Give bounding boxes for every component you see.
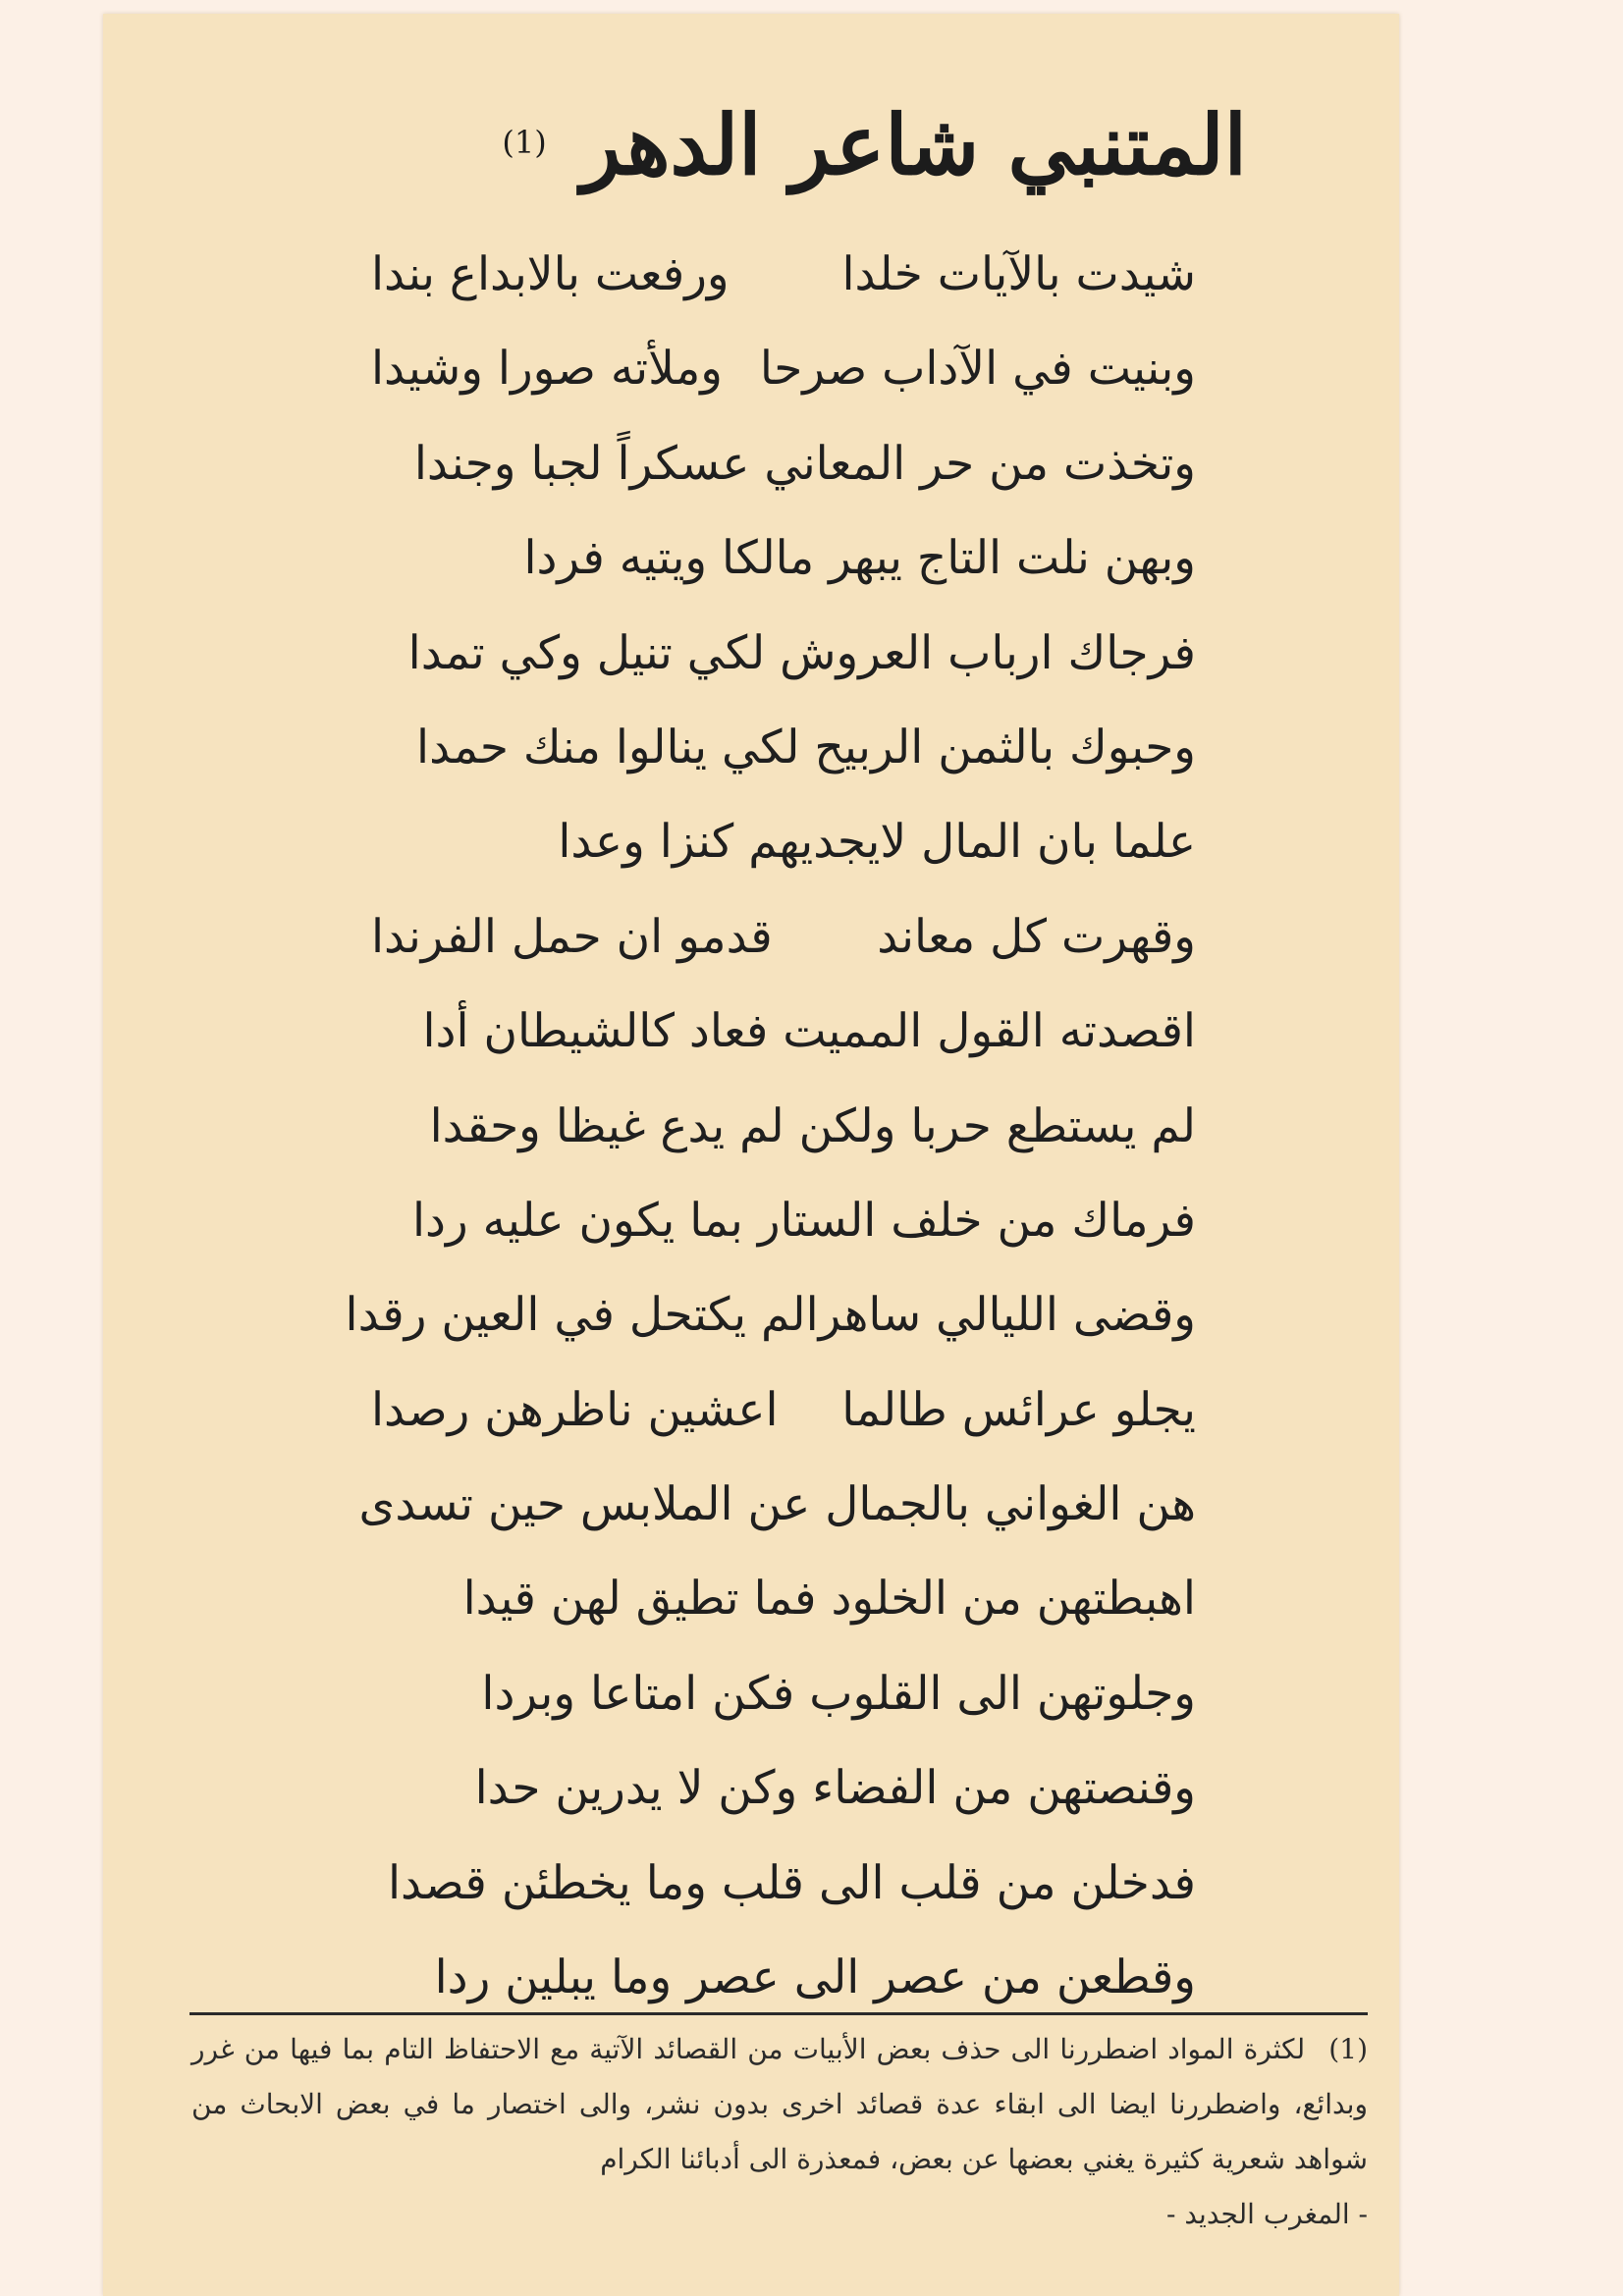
poem-title: المتنبي شاعر الدهر — [580, 96, 1247, 193]
footnote-mark: (1) — [1328, 2033, 1368, 2065]
verse-first-half: هن الغواني بالجمال عن الملابس حين تسدى — [358, 1477, 1196, 1532]
verse-first-half: علما بان المال لايجديهم كنزا وعدا — [558, 815, 1196, 870]
poem-verse — [371, 1837, 1196, 1931]
verse-first-half: يجلو عرائس طالما — [841, 1382, 1196, 1437]
footnote — [191, 2022, 1368, 2242]
title-footnote-mark: (1) — [502, 124, 547, 161]
footnote-divider — [189, 2012, 1368, 2015]
verse-first-half: فرجاك ارباب العروش لكي تنيل وكي تمدا — [407, 625, 1196, 680]
verse-second-half: ورفعت بالابداع بندا — [371, 247, 730, 301]
poem-verse — [371, 607, 1196, 701]
poem-verse — [371, 511, 1196, 606]
verse-first-half: وبنيت في الآداب صرحا — [759, 342, 1196, 397]
poem-verse — [371, 1647, 1196, 1741]
verse-first-half: وقطعن من عصر الى عصر وما يبلين ردا — [434, 1950, 1196, 2005]
poem-verse — [371, 795, 1196, 889]
verse-first-half: وقضى الليالي ساهرا — [805, 1288, 1196, 1343]
verse-second-half: لم يكتحل في العين رقدا — [345, 1288, 806, 1343]
verse-first-half: فدخلن من قلب الى قلب وما يخطئن قصدا — [387, 1855, 1196, 1910]
poem-verse — [371, 417, 1196, 511]
poem-verse — [371, 228, 1196, 322]
poem-verse — [345, 1268, 1196, 1362]
verse-first-half: فرماك من خلف الستار بما يكون عليه ردا — [411, 1193, 1196, 1248]
verse-first-half: وقهرت كل معاند — [877, 909, 1196, 964]
poem-verse — [371, 322, 1196, 416]
verse-first-half: شيدت بالآيات خلدا — [841, 247, 1196, 301]
verse-first-half: وجلوتهن الى القلوب فكن امتاعا وبردا — [481, 1666, 1196, 1721]
poem-verse — [371, 985, 1196, 1079]
poem-verse — [371, 890, 1196, 985]
verse-first-half: وحبوك بالثمن الربيح لكي ينالوا منك حمدا — [416, 720, 1196, 774]
verse-first-half: اهبطتهن من الخلود فما تطيق لهن قيدا — [462, 1572, 1196, 1627]
poem-verse — [371, 1174, 1196, 1268]
verse-first-half: وبهن نلت التاج يبهر مالكا ويتيه فردا — [523, 531, 1196, 586]
poem-verse — [371, 1552, 1196, 1646]
verse-first-half: وتخذت من حر المعاني عسكراً لجبا وجندا — [413, 436, 1196, 491]
poem-verse — [371, 1931, 1196, 2025]
footnote-signature: - المغرب الجديد - — [1165, 2198, 1368, 2230]
verse-first-half: وقنصتهن من الفضاء وكن لا يدرين حدا — [474, 1761, 1196, 1816]
poem-verse — [371, 1080, 1196, 1174]
verse-second-half: قدمو ان حمل الفرندا — [371, 909, 773, 964]
verse-first-half: لم يستطع حربا ولكن لم يدع غيظا وحقدا — [429, 1098, 1196, 1153]
poem-verse — [371, 1363, 1196, 1458]
footnote-text: لكثرة المواد اضطررنا الى حذف بعض الأبيات من القصائد الآتية مع الاحتفاظ التام بما فيها من غرر وبدائع، واضطررنا ايضا الى ابقاء عدة قصائد اخرى بدون نشر، والى اختصار ما في بعض الابحاث من شواهد شعرية كثيرة يغني بعضها عن بعض، فمعذرة الى أدبائنا الكرام — [191, 2033, 1368, 2175]
verse-second-half: وملأته صورا وشيدا — [371, 342, 724, 397]
poem-verse — [358, 1458, 1196, 1552]
verse-second-half: اعشين ناظرهن رصدا — [371, 1382, 779, 1437]
poem-body — [345, 228, 1196, 2025]
poem-verse — [371, 1741, 1196, 1836]
poem-verse — [371, 701, 1196, 795]
verse-first-half: اقصدته القول المميت فعاد كالشيطان أدا — [422, 1004, 1196, 1059]
poem-header — [285, 86, 1247, 214]
